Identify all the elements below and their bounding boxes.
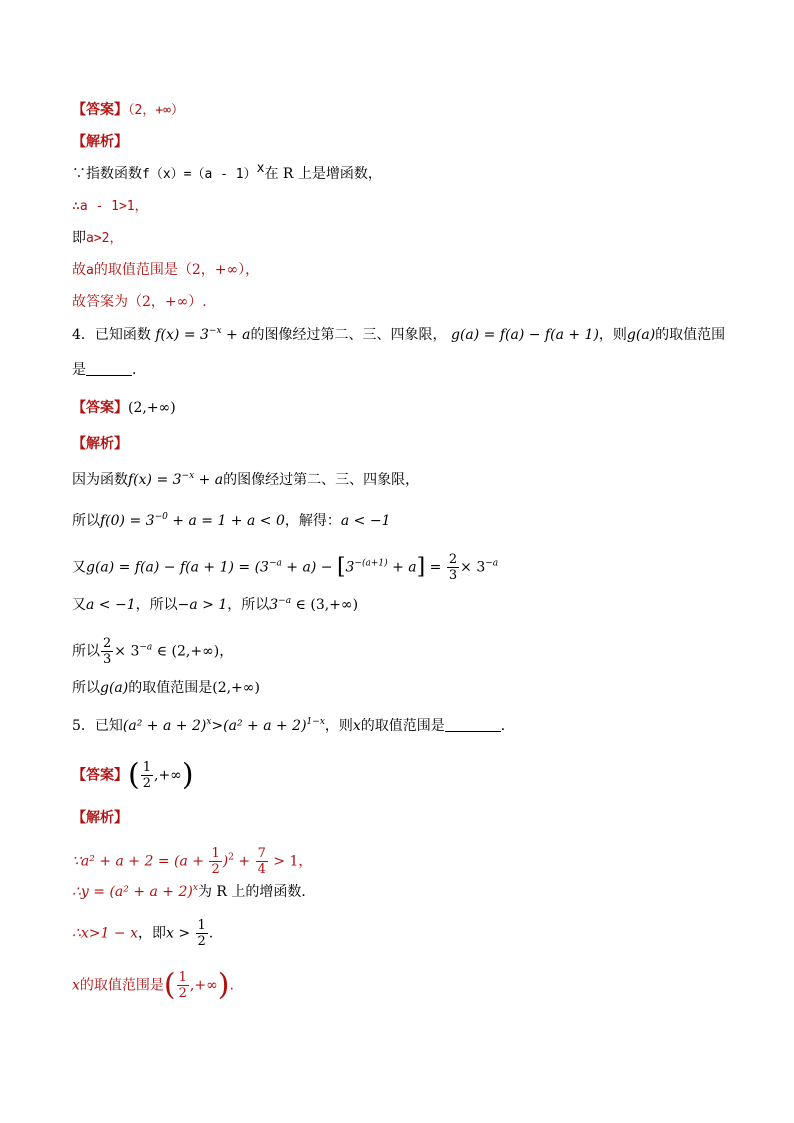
- formula: f(x) = 3: [128, 472, 182, 488]
- answer-line-5: [72, 757, 194, 793]
- formula: =: [425, 559, 446, 576]
- fraction: [209, 846, 221, 877]
- formula: + a: [194, 472, 224, 488]
- text: 在 R 上是增函数，: [264, 166, 382, 182]
- denominator: 3: [103, 652, 112, 667]
- fraction: [141, 760, 153, 791]
- formula: 3: [269, 597, 279, 613]
- text: ，解得：: [284, 513, 341, 529]
- formula: g(a): [626, 327, 656, 343]
- formula: (a² + a + 2): [122, 718, 207, 734]
- formula: ,+∞: [189, 977, 218, 994]
- answer-value: (2,+∞): [128, 400, 176, 416]
- numerator: 1: [178, 970, 187, 985]
- formula: f(x) = 3: [155, 327, 209, 343]
- text: 是: [72, 362, 86, 378]
- formula: f(0) = 3: [100, 513, 155, 529]
- formula: ∈ (2,+∞): [152, 643, 220, 660]
- text: ，: [219, 643, 234, 660]
- text: 又: [72, 597, 86, 613]
- fraction: [447, 552, 459, 583]
- text: 的图像经过第二、三、四象限，: [250, 327, 447, 343]
- solution-line: [72, 511, 391, 531]
- question-4-cont: [72, 360, 146, 380]
- analysis-label: 【解析】: [72, 810, 128, 826]
- formula: g(a): [100, 680, 129, 696]
- right-paren: ): [181, 757, 194, 793]
- exponent: −x: [181, 471, 195, 481]
- text: 的取值范围是: [360, 718, 445, 734]
- answer-blank: [445, 717, 501, 732]
- analysis-label-line-3: [72, 132, 128, 152]
- solution-line: [72, 196, 148, 217]
- answer-value: （2，+∞）: [128, 103, 184, 118]
- formula: g(a) = f(a) − f(a + 1) = (3: [86, 559, 269, 576]
- formula: g(a) = f(a) − f(a + 1): [450, 327, 599, 343]
- formula: ∵a² + a + 2 = (a +: [72, 853, 209, 870]
- formula: x: [72, 977, 80, 994]
- question-number: 5．已知: [72, 718, 123, 734]
- question-4: [72, 325, 725, 345]
- formula: + a: [221, 327, 251, 343]
- fraction: [256, 846, 268, 877]
- analysis-label: 【解析】: [72, 436, 128, 452]
- exponent: x: [192, 883, 198, 893]
- text: .: [208, 925, 214, 942]
- numerator: 2: [103, 636, 112, 651]
- exponent: x: [256, 161, 265, 176]
- numerator: 1: [142, 760, 151, 775]
- text: ，所以: [135, 597, 178, 613]
- formula: +: [233, 853, 255, 870]
- left-paren: (: [163, 967, 176, 1003]
- text: 又: [72, 559, 86, 576]
- exponent: −a: [268, 558, 282, 569]
- solution-line: [72, 595, 358, 615]
- numerator: 1: [211, 846, 220, 861]
- formula: × 3: [460, 559, 486, 576]
- formula: (2,+∞): [212, 680, 260, 696]
- text: 的图像经过第二、三、四象限，: [223, 472, 420, 488]
- denominator: 2: [178, 986, 187, 1001]
- exponent: x: [206, 717, 212, 727]
- formula: ,+∞: [154, 767, 182, 784]
- exponent: −a: [139, 642, 153, 653]
- formula: −a > 1: [177, 597, 228, 613]
- answer-line-4: [72, 398, 176, 418]
- text: ，则: [324, 718, 353, 734]
- text: ，即: [137, 925, 166, 942]
- exponent: −a: [485, 558, 499, 569]
- text: 故答案为（2，+∞）.: [72, 294, 207, 310]
- text: ，所以: [227, 597, 270, 613]
- solution-line: [72, 552, 498, 583]
- solution-line: [72, 882, 315, 902]
- formula: ): [222, 853, 229, 870]
- text: ∵指数函数: [72, 166, 142, 182]
- formula: f（x）=（a - 1）: [142, 167, 257, 182]
- formula: >(a² + a + 2): [211, 718, 307, 734]
- answer-label: 【答案】: [72, 767, 128, 784]
- text: ，则: [598, 327, 627, 343]
- formula: ∴a - 1>1，: [72, 199, 148, 214]
- denominator: 4: [257, 862, 266, 877]
- right-paren: ): [217, 967, 230, 1003]
- numerator: 2: [448, 552, 458, 567]
- solution-line: [72, 846, 312, 877]
- fraction: [101, 636, 113, 667]
- formula: > 1: [268, 853, 299, 870]
- exponent: 1−x: [306, 717, 325, 727]
- text: ．: [132, 362, 146, 378]
- numerator: 1: [197, 918, 206, 933]
- formula: a>2，: [86, 231, 123, 246]
- text: 即: [72, 230, 86, 246]
- formula: + a = 1 + a < 0: [167, 513, 285, 529]
- solution-line: [72, 636, 233, 667]
- text: ．: [500, 718, 515, 734]
- text: 为 R 上的增函数．: [197, 884, 316, 900]
- formula: 3: [345, 559, 355, 576]
- formula: x >: [165, 925, 195, 942]
- text: 所以: [72, 513, 100, 529]
- text: 故: [72, 262, 86, 278]
- solution-line: [72, 678, 260, 698]
- text: 所以: [72, 643, 100, 660]
- solution-line: [72, 470, 419, 490]
- right-bracket: ]: [416, 554, 426, 580]
- solution-line: [72, 918, 213, 949]
- formula: + a) −: [281, 559, 337, 576]
- left-bracket: [: [336, 554, 346, 580]
- formula: x: [352, 718, 361, 734]
- text: .: [229, 977, 234, 994]
- formula: ∴x>1 − x: [72, 925, 138, 942]
- solution-line: [72, 228, 122, 249]
- question-number: 4．已知函数: [72, 327, 151, 343]
- answer-blank: [86, 361, 132, 376]
- exponent: −x: [208, 326, 222, 336]
- formula: × 3: [114, 643, 140, 660]
- answer-label: 【答案】: [72, 102, 128, 118]
- denominator: 3: [448, 568, 458, 583]
- exponent: −a: [278, 596, 292, 606]
- solution-line: [72, 967, 234, 1003]
- fraction: [177, 970, 189, 1001]
- formula: a < −1: [340, 513, 391, 529]
- numerator: 7: [257, 846, 266, 861]
- text: 的取值范围: [655, 327, 726, 343]
- text: 因为函数: [72, 472, 128, 488]
- answer-label: 【答案】: [72, 400, 128, 416]
- denominator: 2: [211, 862, 220, 877]
- formula: ∴y = (a² + a + 2): [72, 884, 193, 900]
- fraction: [196, 918, 208, 949]
- solution-line: [72, 161, 382, 185]
- text: 所以: [72, 680, 100, 696]
- analysis-label-line-4: [72, 434, 128, 454]
- answer-line-3: [72, 100, 184, 121]
- exponent: 2: [228, 852, 234, 863]
- text: ，: [298, 853, 313, 870]
- solution-line: [72, 292, 207, 312]
- formula: ∈ (3,+∞): [291, 597, 359, 613]
- text: 的取值范围是: [128, 680, 213, 696]
- left-paren: (: [128, 757, 140, 793]
- text: 的取值范围是: [79, 977, 164, 994]
- denominator: 2: [142, 776, 151, 791]
- formula: + a: [387, 559, 417, 576]
- text: 的取值范围是（2，+∞），: [93, 262, 260, 278]
- solution-line: [72, 260, 259, 281]
- exponent: −0: [154, 512, 168, 522]
- formula: a < −1: [86, 597, 136, 613]
- exponent: −(a+1): [354, 558, 388, 569]
- question-5: [72, 716, 515, 736]
- denominator: 2: [197, 934, 206, 949]
- formula: a: [86, 263, 94, 278]
- analysis-label: 【解析】: [72, 134, 128, 150]
- analysis-label-line-5: [72, 808, 128, 828]
